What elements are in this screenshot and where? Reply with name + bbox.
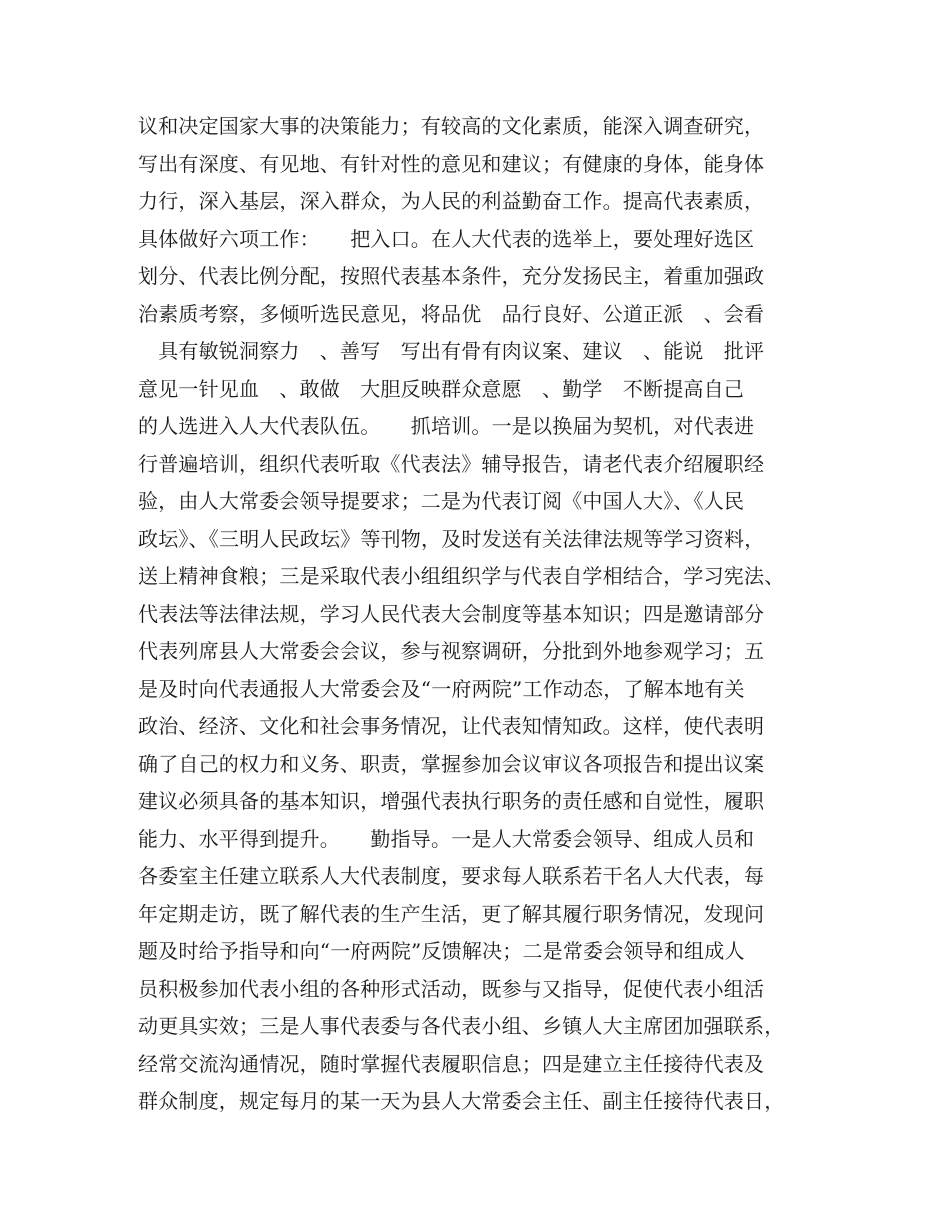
text-line: 年定期走访，既了解代表的生产生活，更了解其履行职务情况，发现问 xyxy=(138,901,765,926)
text-line: 具体做好六项工作： 把入口。在人大代表的选举上，要处理好选区 xyxy=(138,226,755,251)
text-line: 行普遍培训，组织代表听取《代表法》辅导报告，请老代表介绍履职经 xyxy=(138,451,765,476)
text-line: 动更具实效；三是人事代表委与各代表小组、乡镇人大主席团加强联系， xyxy=(138,1014,785,1038)
text-line: 划分、代表比例分配，按照代表基本条件，充分发扬民主，着重加强政 xyxy=(138,264,765,288)
text-line: 经常交流沟通情况，随时掌握代表履职信息；四是建立主任接待代表及 xyxy=(138,1051,765,1076)
text-line: 员积极参加代表小组的各种形式活动，既参与又指导，促使代表小组活 xyxy=(138,976,765,1001)
text-line: 力行，深入基层，深入群众，为人民的利益勤奋工作。提高代表素质， xyxy=(138,189,765,213)
text-line: 政治、经济、文化和社会事务情况，让代表知情知政。这样，使代表明 xyxy=(138,714,765,738)
text-line: 能力、水平得到提升。 勤指导。一是人大常委会领导、组成人员和 xyxy=(138,826,755,851)
text-line: 议和决定国家大事的决策能力；有较高的文化素质，能深入调查研究， xyxy=(138,114,765,138)
text-line: 建议必须具备的基本知识，增强代表执行职务的责任感和自觉性，履职 xyxy=(138,789,765,813)
text-line: 群众制度，规定每月的某一天为县人大常委会主任、副主任接待代表日， xyxy=(138,1089,785,1113)
text-line: 具有敏锐洞察力 、善写 写出有骨有肉议案、建议 、能说 批评 xyxy=(138,339,765,363)
text-line: 各委室主任建立联系人大代表制度，要求每人联系若干名人大代表，每 xyxy=(138,864,765,888)
text-line: 治素质考察，多倾听选民意见，将品优 品行良好、公道正派 、会看 xyxy=(138,301,765,326)
body-text xyxy=(138,108,838,1121)
text-line: 写出有深度、有见地、有针对性的意见和建议；有健康的身体，能身体 xyxy=(138,151,765,176)
text-line: 是及时向代表通报人大常委会及“一府两院”工作动态，了解本地有关 xyxy=(138,676,745,701)
text-line: 确了自己的权力和义务、职责，掌握参加会议审议各项报告和提出议案 xyxy=(138,751,765,776)
text-line: 政坛》、《三明人民政坛》等刊物，及时发送有关法律法规等学习资料， xyxy=(138,526,765,551)
text-line: 意见一针见血 、敢做 大胆反映群众意愿 、勤学 不断提高自己 xyxy=(138,376,744,401)
text-line: 送上精神食粮；三是采取代表小组组织学与代表自学相结合，学习宪法、 xyxy=(138,564,785,588)
text-line: 代表法等法律法规，学习人民代表大会制度等基本知识；四是邀请部分 xyxy=(138,601,765,626)
text-line: 题及时给予指导和向“一府两院”反馈解决；二是常委会领导和组成人 xyxy=(138,939,745,963)
text-line: 的人选进入人大代表队伍。 抓培训。一是以换届为契机，对代表进 xyxy=(138,414,755,438)
text-line: 代表列席县人大常委会会议，参与视察调研，分批到外地参观学习；五 xyxy=(138,639,765,663)
text-line: 验，由人大常委会领导提要求；二是为代表订阅《中国人大》、《人民 xyxy=(138,489,745,513)
